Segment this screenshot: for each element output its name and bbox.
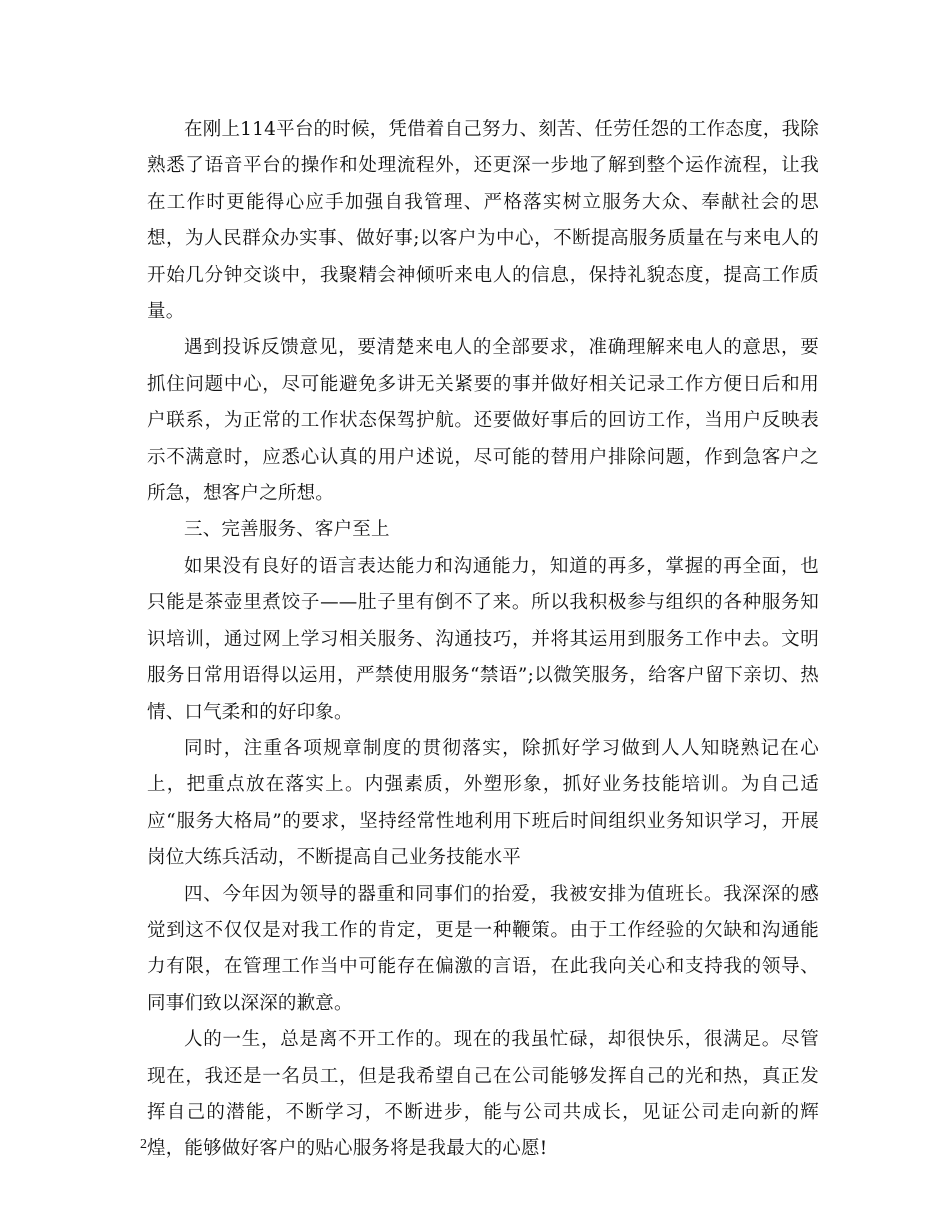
paragraph-rules: 同时，注重各项规章制度的贯彻落实，除抓好学习做到人人知晓熟记在心上，把重点放在落实上。内强素质，外塑形象，抓好业务技能培训。为自己适应“服务大格局”的要求，坚持经常性地利用下班后时间组织业务知识学习，开展岗位大练兵活动，不断提高自己业务技能水平: [147, 737, 819, 869]
document-body: [147, 112, 819, 1168]
paragraph-communication: 如果没有良好的语言表达能力和沟通能力，知道的再多，掌握的再全面，也只能是茶壶里煮饺子——肚子里有倒不了来。所以我积极参与组织的各种服务知识培训，通过网上学习相关服务、沟通技巧，并将其运用到服务工作中去。文明服务日常用语得以运用，严禁使用服务“禁语”;以微笑服务，给客户留下亲切、热情、口气柔和的好印象。: [147, 555, 819, 723]
section-heading-service: 三、完善服务、客户至上: [184, 519, 390, 541]
page-number: 2: [140, 1137, 147, 1152]
paragraph-shift-leader: 四、今年因为领导的器重和同事们的抬爱，我被安排为值班长。我深深的感觉到这不仅仅是对我工作的肯定，更是一种鞭策。由于工作经验的欠缺和沟通能力有限，在管理工作当中可能存在偏激的言语，在此我向关心和支持我的领导、同事们致以深深的歉意。: [147, 883, 819, 1014]
paragraph-114-platform: 在刚上114平台的时候，凭借着自己努力、刻苦、任劳任怨的工作态度，我除熟悉了语音平台的操作和处理流程外，还更深一步地了解到整个运作流程，让我在工作时更能得心应手加强自我管理、严格落实树立服务大众、奉献社会的思想，为人民群众办实事、做好事;以客户为中心，不断提高服务质量在与来电人的开始几分钟交谈中，我聚精会神倾听来电人的信息，保持礼貌态度，提高工作质量。: [147, 119, 819, 323]
paragraph-complaint-feedback: 遇到投诉反馈意见，要清楚来电人的全部要求，准确理解来电人的意思，要抓住问题中心，尽可能避免多讲无关紧要的事并做好相关记录工作方便日后和用户联系，为正常的工作状态保驾护航。还要做好事后的回访工作，当用户反映表示不满意时，应悉心认真的用户述说，尽可能的替用户排除问题，作到急客户之所急，想客户之所想。: [147, 337, 819, 505]
paragraph-conclusion: 人的一生，总是离不开工作的。现在的我虽忙碌，却很快乐，很满足。尽管现在，我还是一名员工，但是我希望自己在公司能够发挥自己的光和热，真正发挥自己的潜能，不断学习，不断进步，能与公司共成长，见证公司走向新的辉煌，能够做好客户的贴心服务将是我最大的心愿!: [147, 1029, 819, 1160]
